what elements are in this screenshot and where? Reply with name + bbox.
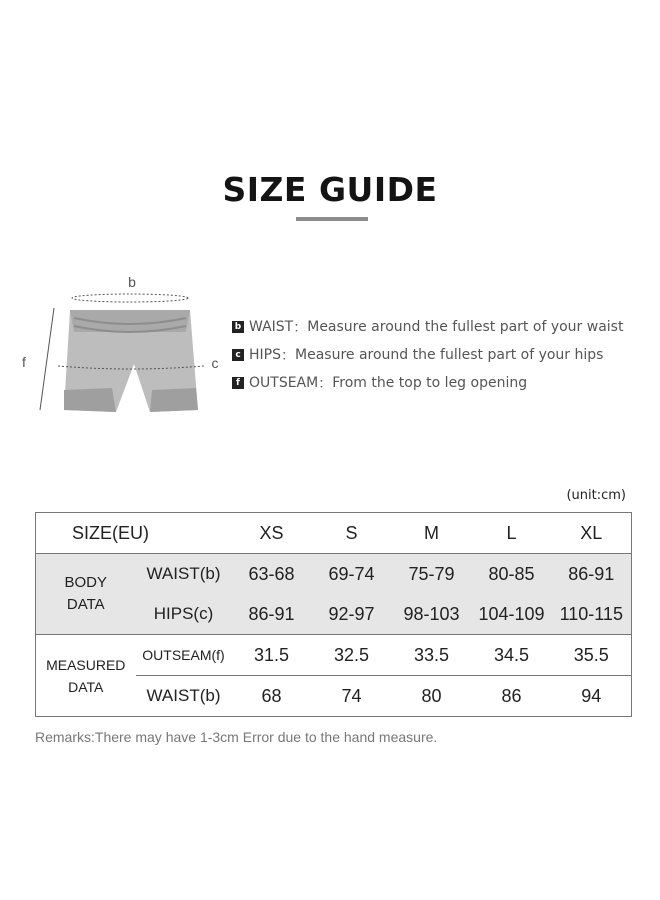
page-title: SIZE GUIDE xyxy=(222,170,438,209)
table-cell: 32.5 xyxy=(312,635,392,676)
legend-name: HIPS xyxy=(249,347,281,363)
size-l: L xyxy=(506,522,517,543)
label-f: f xyxy=(22,354,26,370)
legend-waist: b WAIST ： Measure around the fullest part of your waist xyxy=(232,313,623,341)
measurement-legend xyxy=(232,313,623,397)
table-cell: 68 xyxy=(232,676,312,717)
table-cell: 110-115 xyxy=(552,594,632,635)
legend-text: From the top to leg opening xyxy=(332,375,528,391)
title-underline xyxy=(296,217,368,221)
table-cell: 92-97 xyxy=(312,594,392,635)
shorts-diagram xyxy=(0,260,230,430)
row-label: OUTSEAM(f) xyxy=(136,635,232,676)
row-label: WAIST(b) xyxy=(136,676,232,717)
label-b: b xyxy=(128,274,136,290)
table-cell: 74 xyxy=(312,676,392,717)
size-header-label: SIZE(EU) xyxy=(72,522,150,543)
table-cell: 104-109 xyxy=(472,594,552,635)
table-cell: 86-91 xyxy=(232,594,312,635)
table-cell: 75-79 xyxy=(392,554,472,595)
legend-hips: c HIPS ： Measure around the fullest part of your hips xyxy=(232,341,623,369)
table-cell: 31.5 xyxy=(232,635,312,676)
table-cell: 94 xyxy=(552,676,632,717)
waist-measure-line xyxy=(72,294,188,302)
size-m: M xyxy=(424,522,440,543)
unit-label: (unit:cm) xyxy=(566,488,626,503)
legend-text: Measure around the fullest part of your hips xyxy=(295,347,604,363)
legend-outseam: f OUTSEAM ： From the top to leg opening xyxy=(232,369,623,397)
legend-key-c: c xyxy=(232,349,244,361)
outseam-measure-line xyxy=(40,308,54,410)
table-cell: 35.5 xyxy=(552,635,632,676)
table-row xyxy=(36,554,632,595)
size-s: S xyxy=(345,522,358,543)
label-c: c xyxy=(211,355,219,371)
table-cell: 80-85 xyxy=(472,554,552,595)
legend-name: OUTSEAM xyxy=(249,375,319,391)
legend-key-b: b xyxy=(232,321,244,333)
table-header-row xyxy=(36,513,632,554)
table-cell: 86-91 xyxy=(552,554,632,595)
row-label: WAIST(b) xyxy=(136,554,232,595)
size-xl: XL xyxy=(580,522,603,543)
legend-key-f: f xyxy=(232,377,244,389)
row-label: HIPS(c) xyxy=(136,594,232,635)
measured-data-label: MEASURED DATA xyxy=(36,635,136,717)
remarks-note: Remarks:There may have 1-3cm Error due to the hand measure. xyxy=(35,729,438,745)
legend-text: Measure around the fullest part of your waist xyxy=(307,319,624,335)
table-cell: 98-103 xyxy=(392,594,472,635)
table-cell: 86 xyxy=(472,676,552,717)
legend-name: WAIST xyxy=(249,319,294,335)
size-xs: XS xyxy=(259,522,284,543)
table-cell: 80 xyxy=(392,676,472,717)
table-cell: 33.5 xyxy=(392,635,472,676)
size-table xyxy=(35,512,632,717)
table-cell: 34.5 xyxy=(472,635,552,676)
table-cell: 69-74 xyxy=(312,554,392,595)
table-row xyxy=(36,635,632,676)
table-cell: 63-68 xyxy=(232,554,312,595)
body-data-label: BODY DATA xyxy=(36,554,136,635)
